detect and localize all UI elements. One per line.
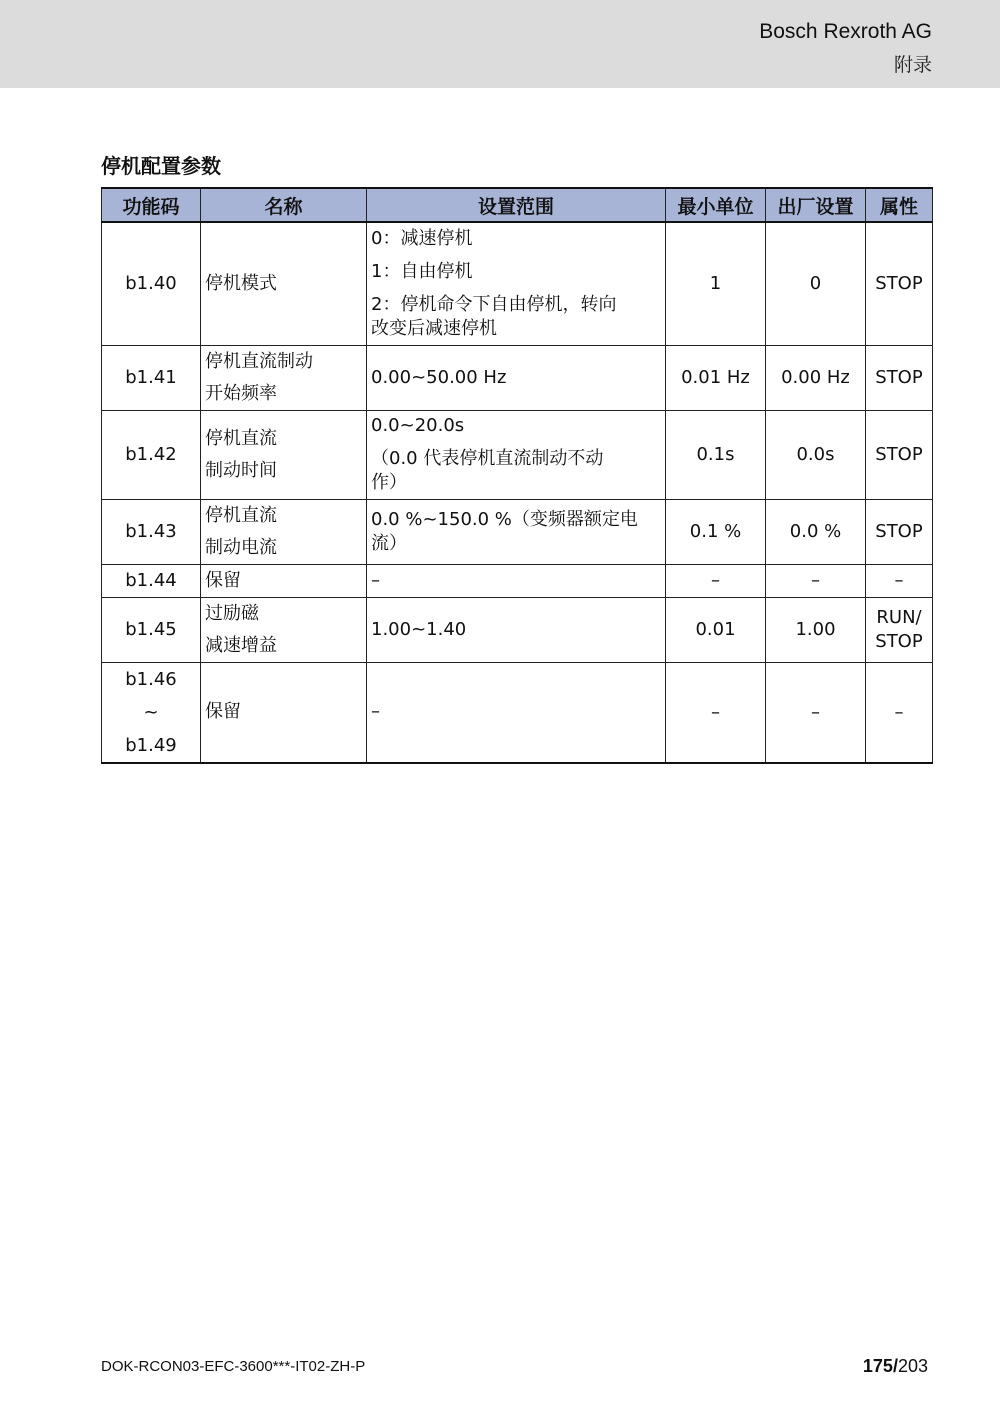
cell-code: b1.40 xyxy=(102,222,201,345)
name-line: 停机直流 xyxy=(205,504,277,526)
name-line: 制动电流 xyxy=(205,536,277,558)
cell-name: 保留 xyxy=(201,564,367,597)
cell-default: – xyxy=(766,662,866,763)
page-number xyxy=(863,1356,928,1377)
name-line: 开始频率 xyxy=(205,382,277,404)
cell-range: 0.00~50.00 Hz xyxy=(367,345,666,410)
range-line: 2：停机命令下自由停机，转向 xyxy=(371,293,617,315)
cell-default: 1.00 xyxy=(766,597,866,662)
cell-range xyxy=(367,410,666,499)
cell-min-unit: – xyxy=(666,564,766,597)
code-line: b1.46 xyxy=(125,668,177,690)
range-line: 1：自由停机 xyxy=(371,260,473,282)
cell-name: 保留 xyxy=(201,662,367,763)
cell-code: b1.44 xyxy=(102,564,201,597)
code-line: b1.49 xyxy=(125,734,177,756)
cell-default: 0.0 % xyxy=(766,499,866,564)
code-line: ~ xyxy=(143,701,159,723)
attr-line: STOP xyxy=(875,630,923,652)
cell-min-unit: 0.1s xyxy=(666,410,766,499)
cell-attribute xyxy=(866,597,933,662)
parameter-table xyxy=(101,187,933,764)
cell-range xyxy=(367,222,666,345)
cell-min-unit: 0.1 % xyxy=(666,499,766,564)
cell-name xyxy=(201,597,367,662)
column-header-code: 功能码 xyxy=(102,188,201,222)
cell-default: 0.0s xyxy=(766,410,866,499)
page-separator: / xyxy=(892,1356,898,1376)
cell-name xyxy=(201,410,367,499)
cell-name xyxy=(201,499,367,564)
company-name: Bosch Rexroth AG xyxy=(759,20,932,43)
cell-default: 0.00 Hz xyxy=(766,345,866,410)
column-header-min-unit: 最小单位 xyxy=(666,188,766,222)
name-line: 停机直流制动 xyxy=(205,350,313,372)
attr-line: RUN/ xyxy=(876,606,922,628)
name-line: 制动时间 xyxy=(205,459,277,481)
cell-code xyxy=(102,662,201,763)
range-line: 作） xyxy=(371,472,407,493)
range-line: 0.0~20.0s xyxy=(371,415,465,436)
cell-attribute: – xyxy=(866,662,933,763)
range-line: 0：减速停机 xyxy=(371,227,473,249)
range-line: 0.0 %~150.0 %（变频器额定电 xyxy=(371,508,638,530)
page-current: 175 xyxy=(862,1356,893,1376)
document-id: DOK-RCON03-EFC-3600***-IT02-ZH-P xyxy=(101,1358,366,1375)
cell-attribute: STOP xyxy=(866,345,933,410)
cell-attribute: STOP xyxy=(866,410,933,499)
cell-default: – xyxy=(766,564,866,597)
table-row xyxy=(102,499,933,564)
cell-code: b1.41 xyxy=(102,345,201,410)
table-row xyxy=(102,410,933,499)
cell-min-unit: – xyxy=(666,662,766,763)
name-line: 过励磁 xyxy=(205,602,259,624)
cell-code: b1.43 xyxy=(102,499,201,564)
table-row xyxy=(102,597,933,662)
cell-range: 1.00~1.40 xyxy=(367,597,666,662)
cell-range xyxy=(367,499,666,564)
name-line: 减速增益 xyxy=(205,634,277,656)
section-label: 附录 xyxy=(893,54,932,76)
cell-default: 0 xyxy=(766,222,866,345)
table-header-row xyxy=(102,188,933,222)
column-header-default: 出厂设置 xyxy=(766,188,866,222)
cell-code: b1.42 xyxy=(102,410,201,499)
range-line: （0.0 代表停机直流制动不动 xyxy=(371,448,604,469)
cell-name: 停机模式 xyxy=(201,222,367,345)
page-total: 203 xyxy=(897,1356,928,1376)
table-row xyxy=(102,345,933,410)
cell-min-unit: 1 xyxy=(666,222,766,345)
table-row xyxy=(102,564,933,597)
table-row xyxy=(102,662,933,763)
cell-code: b1.45 xyxy=(102,597,201,662)
name-line: 停机直流 xyxy=(205,427,277,449)
page-title: 停机配置参数 xyxy=(101,154,221,178)
cell-min-unit: 0.01 xyxy=(666,597,766,662)
range-line: 改变后减速停机 xyxy=(371,317,497,339)
table-row xyxy=(102,222,933,345)
cell-attribute: – xyxy=(866,564,933,597)
cell-attribute: STOP xyxy=(866,222,933,345)
cell-attribute: STOP xyxy=(866,499,933,564)
cell-min-unit: 0.01 Hz xyxy=(666,345,766,410)
column-header-attribute: 属性 xyxy=(866,188,933,222)
page-header xyxy=(0,0,1000,88)
cell-name xyxy=(201,345,367,410)
cell-range: – xyxy=(367,662,666,763)
column-header-name: 名称 xyxy=(201,188,367,222)
cell-range: – xyxy=(367,564,666,597)
column-header-range: 设置范围 xyxy=(367,188,666,222)
range-line: 流） xyxy=(371,532,407,554)
